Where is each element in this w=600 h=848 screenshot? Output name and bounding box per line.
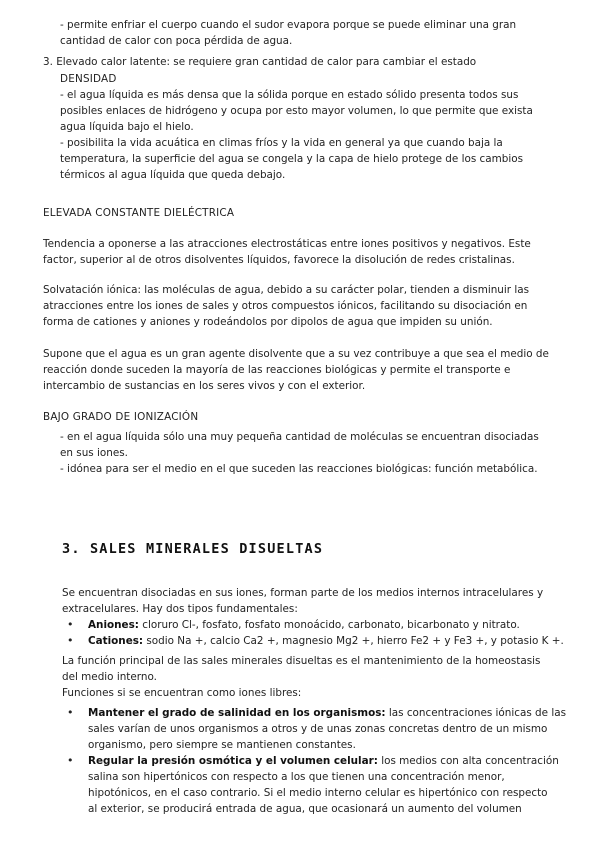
osmotic-label: Regular la presión osmótica y el volumen celular: [88, 755, 378, 767]
density-heading: DENSIDAD [60, 73, 117, 85]
text-line: del medio interno. [62, 671, 157, 683]
text-line: intercambio de sustancias en los seres vivos y con el exterior. [43, 380, 366, 392]
text-line: agua líquida bajo el hielo. [60, 121, 194, 133]
latent-heat-text: 3. Elevado calor latente: se requiere gran cantidad de calor para cambiar el estado [43, 56, 477, 68]
salts-intro-paragraph [62, 585, 592, 617]
functions-intro: Funciones si se encuentran como iones libres: [62, 687, 302, 699]
text-line: Se encuentran disociadas en sus iones, forman parte de los medios internos intracelulares y [62, 587, 544, 599]
cations-text: sodio Na +, calcio Ca2 +, magnesio Mg2 +, hierro Fe2 + y Fe3 +, y potasio K +. [143, 635, 564, 647]
text-line: cantidad de calor con poca pérdida de agua. [60, 35, 293, 47]
text-line: - idónea para ser el medio en el que suceden las reacciones biológicas: función metabólica. [60, 463, 538, 475]
text-line: - posibilita la vida acuática en climas fríos y la vida en general ya que cuando baja la [60, 137, 503, 149]
text-line: La función principal de las sales minerales disueltas es el mantenimiento de la homeostasis [62, 655, 541, 667]
cations-label: Cationes: [88, 635, 144, 647]
text-line: Solvatación iónica: las moléculas de agua, debido a su carácter polar, tienden a disminuir las [43, 284, 530, 296]
text-line: reacción donde suceden la mayoría de las reacciones biológicas y permite el transporte e [43, 364, 511, 376]
ion-types-list [62, 617, 592, 649]
text-line: al exterior, se producirá entrada de agua, que ocasionará un aumento del volumen [88, 803, 522, 815]
text-line: extracelulares. Hay dos tipos fundamentales: [62, 603, 298, 615]
text-line: - permite enfriar el cuerpo cuando el sudor evapora porque se puede eliminar una gran [60, 19, 517, 31]
text-line: organismo, pero siempre se mantienen constantes. [88, 739, 356, 751]
text-line: en sus iones. [60, 447, 128, 459]
text-line: atracciones entre los iones de sales y otros compuestos iónicos, facilitando su disociación en [43, 300, 528, 312]
text-line: posibles enlaces de hidrógeno y ocupa por esto mayor volumen, lo que permite que exista [60, 105, 533, 117]
text-line: Tendencia a oponerse a las atracciones electrostáticas entre iones positivos y negativos. Este [43, 238, 531, 250]
dielectric-paragraph-1 [43, 236, 588, 268]
text-line: térmicos al agua líquida que queda debajo. [60, 169, 286, 181]
latent-heat-item [43, 54, 583, 70]
text-line: - en el agua líquida sólo una muy pequeña cantidad de moléculas se encuentran disociadas [60, 431, 539, 443]
text-line: sales varían de unos organismos a otros y de unas zonas concretas dentro de un mismo [88, 723, 548, 735]
dielectric-paragraph-3 [43, 346, 588, 394]
text-line: - el agua líquida es más densa que la sólida porque en estado sólido presenta todos sus [60, 89, 519, 101]
section-title-text: 3. SALES MINERALES DISUELTAS [62, 541, 324, 557]
section-title [62, 540, 582, 558]
sweat-cooling-paragraph [43, 17, 600, 49]
text-line: factor, superior al de otros disolventes líquidos, favorece la disolución de redes cristalinas. [43, 254, 515, 266]
anions-text: cloruro Cl-, fosfato, fosfato monoácido, carbonato, bicarbonato y nitrato. [138, 619, 520, 631]
ionization-paragraph [43, 429, 600, 477]
list-item [62, 753, 592, 817]
salinity-label: Mantener el grado de salinidad en los organismos: [88, 707, 386, 719]
main-function-paragraph [62, 653, 592, 701]
dielectric-paragraph-2 [43, 282, 588, 330]
text-line: temperatura, la superficie del agua se congela y la capa de hielo protege de los cambios [60, 153, 524, 165]
list-item [62, 617, 592, 633]
text-line: hipotónicos, en el caso contrario. Si el medio interno celular es hipertónico con respecto [88, 787, 548, 799]
ionization-heading [43, 409, 583, 425]
ionization-heading-text: BAJO GRADO DE IONIZACIÓN [43, 411, 199, 423]
text-line: los medios con alta concentración [377, 755, 559, 767]
functions-list [62, 705, 592, 817]
text-line: forma de cationes y aniones y rodeándolos por dipolos de agua que impiden su unión. [43, 316, 493, 328]
list-item [62, 633, 592, 649]
text-line: salina son hipertónicos con respecto a los que tienen una concentración menor, [88, 771, 505, 783]
text-line: Supone que el agua es un gran agente disolvente que a su vez contribuye a que sea el medio de [43, 348, 549, 360]
dielectric-heading [43, 205, 583, 221]
text-line: las concentraciones iónicas de las [385, 707, 567, 719]
density-section [43, 71, 600, 183]
dielectric-heading-text: ELEVADA CONSTANTE DIELÉCTRICA [43, 207, 235, 219]
anions-label: Aniones: [88, 619, 139, 631]
list-item [62, 705, 592, 753]
